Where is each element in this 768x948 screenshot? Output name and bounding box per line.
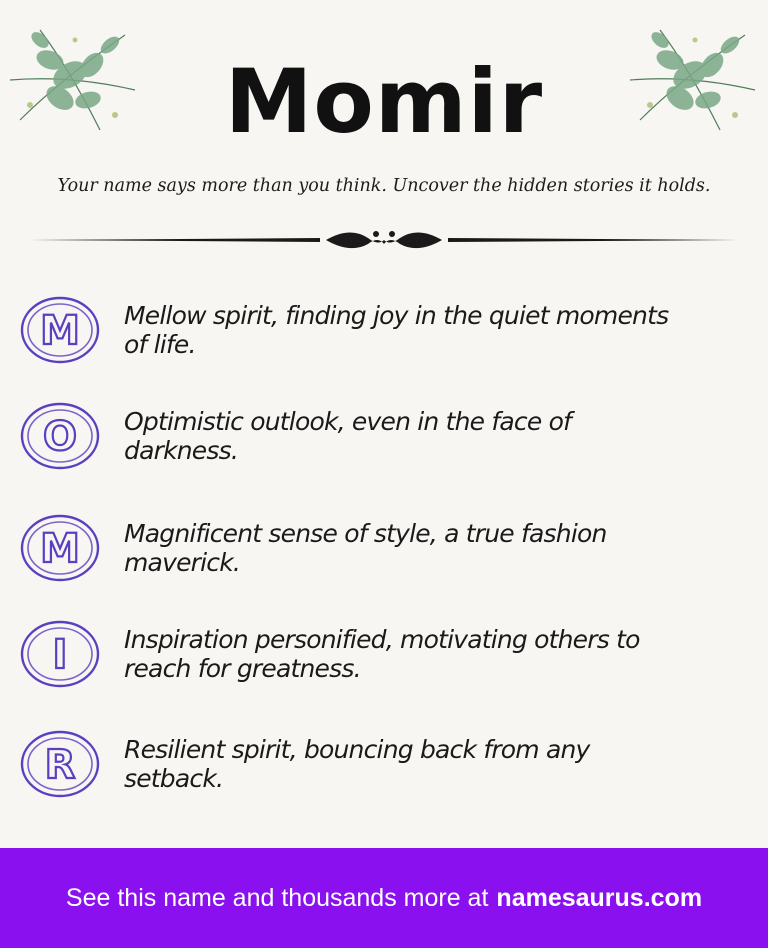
name-title: Momir <box>224 50 544 153</box>
footer-site-link[interactable]: namesaurus.com <box>496 883 703 912</box>
letter-badge-icon <box>18 294 102 366</box>
letter-row <box>18 614 738 694</box>
tagline: Your name says more than you think. Uncover the hidden stories it holds. <box>57 176 711 196</box>
badge-letter: M <box>40 308 80 354</box>
letter-badge-icon <box>18 728 102 800</box>
badge-letter: R <box>44 742 76 788</box>
badge-letter: O <box>42 414 78 460</box>
letter-row <box>18 290 738 370</box>
letter-description: Inspiration personified, motivating others to reach for greatness. <box>124 625 640 683</box>
badge-letter: I <box>52 632 68 678</box>
letter-description: Optimistic outlook, even in the face of darkness. <box>124 407 572 465</box>
ornamental-divider-icon <box>30 224 738 260</box>
footer-text: See this name and thousands more at <box>65 883 489 912</box>
letter-badge-icon <box>18 618 102 690</box>
footer-banner <box>0 848 768 948</box>
letter-row <box>18 724 738 804</box>
letter-description: Mellow spirit, finding joy in the quiet moments of life. <box>124 301 669 359</box>
letter-badge-icon <box>18 400 102 472</box>
badge-letter: M <box>40 526 80 572</box>
letter-row <box>18 508 738 588</box>
letter-description: Magnificent sense of style, a true fashion maverick. <box>124 519 607 577</box>
letter-badge-icon <box>18 512 102 584</box>
letter-description: Resilient spirit, bouncing back from any setback. <box>124 735 590 793</box>
letter-row <box>18 396 738 476</box>
